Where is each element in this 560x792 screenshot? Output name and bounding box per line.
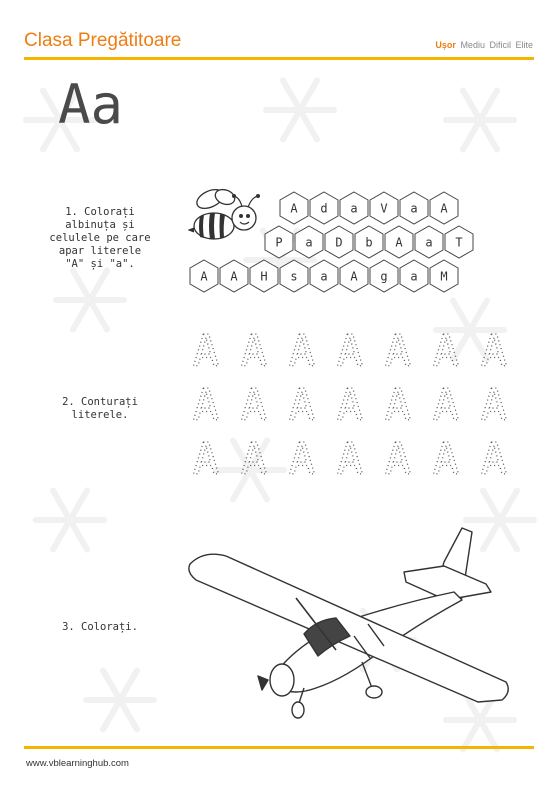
trace-letter[interactable]: A [192, 380, 220, 431]
trace-letter[interactable]: A [336, 434, 364, 485]
hex-cell-letter: g [380, 269, 388, 284]
trace-letter[interactable]: A [336, 328, 364, 377]
exercise-1-instruction: 1. Colorați albinuța și celulele pe care apar literele "A" și "a". [49, 206, 151, 270]
trace-letter[interactable]: A [240, 434, 268, 485]
level-elite: Elite [515, 40, 533, 50]
hex-cell-letter: a [320, 269, 328, 284]
trace-letter[interactable]: A [432, 380, 460, 431]
trace-letter[interactable]: A [432, 328, 460, 377]
trace-letter[interactable]: A [336, 380, 364, 431]
trace-letter[interactable]: A [192, 434, 220, 485]
trace-letter[interactable]: A [384, 380, 412, 431]
hex-cell-letter: A [440, 201, 448, 216]
trace-letter[interactable]: A [432, 434, 460, 485]
trace-letter[interactable]: A [240, 328, 268, 377]
hex-cell-letter: V [380, 201, 388, 216]
exercise-2-instruction: 2. Conturați literele. [62, 396, 138, 421]
hex-cell-letter: b [365, 235, 373, 250]
level-medium: Mediu [460, 40, 485, 50]
hex-cell-letter: A [200, 269, 208, 284]
level-difficult: Dificil [489, 40, 511, 50]
trace-letter[interactable]: A [192, 328, 220, 377]
trace-letter[interactable]: A [288, 434, 316, 485]
hex-cell-letter: H [260, 269, 268, 284]
trace-letter[interactable]: A [288, 380, 316, 431]
trace-letter[interactable]: A [480, 434, 508, 485]
hex-cell-letter: a [305, 235, 313, 250]
trace-letter[interactable]: A [480, 380, 508, 431]
hex-cell-letter: A [350, 269, 358, 284]
trace-letter[interactable]: A [384, 434, 412, 485]
airplane-icon[interactable] [186, 520, 521, 720]
difficulty-levels [435, 40, 533, 50]
hex-cell-letter: d [320, 201, 328, 216]
trace-letter[interactable]: A [480, 328, 508, 377]
hex-cell-letter: a [410, 201, 418, 216]
footer-website-link[interactable]: www.vblearninghub.com [26, 758, 129, 769]
hex-cell-letter: s [290, 269, 298, 284]
page-title: Clasa Pregătitoare [24, 30, 182, 51]
honeycomb-grid [188, 190, 528, 298]
tracing-grid [186, 328, 526, 488]
hex-cell-letter: a [410, 269, 418, 284]
hex-cell-letter: M [440, 269, 448, 284]
hex-cell-letter: A [230, 269, 238, 284]
level-easy: Ușor [435, 40, 456, 50]
hex-cell-letter: A [395, 235, 403, 250]
trace-letter[interactable]: A [288, 328, 316, 377]
header-divider [24, 57, 534, 60]
hex-cell-letter: P [275, 235, 283, 250]
trace-letter[interactable]: A [240, 380, 268, 431]
hex-cell-letter: T [455, 235, 463, 250]
hex-cell-letter: A [290, 201, 298, 216]
footer-divider [24, 746, 534, 749]
exercise-3-instruction: 3. Colorați. [62, 621, 138, 633]
hex-cell-letter: a [350, 201, 358, 216]
hex-cell-letter: a [425, 235, 433, 250]
lesson-letter: Aa [58, 73, 124, 136]
hex-cell-letter: D [335, 235, 343, 250]
trace-letter[interactable]: A [384, 328, 412, 377]
